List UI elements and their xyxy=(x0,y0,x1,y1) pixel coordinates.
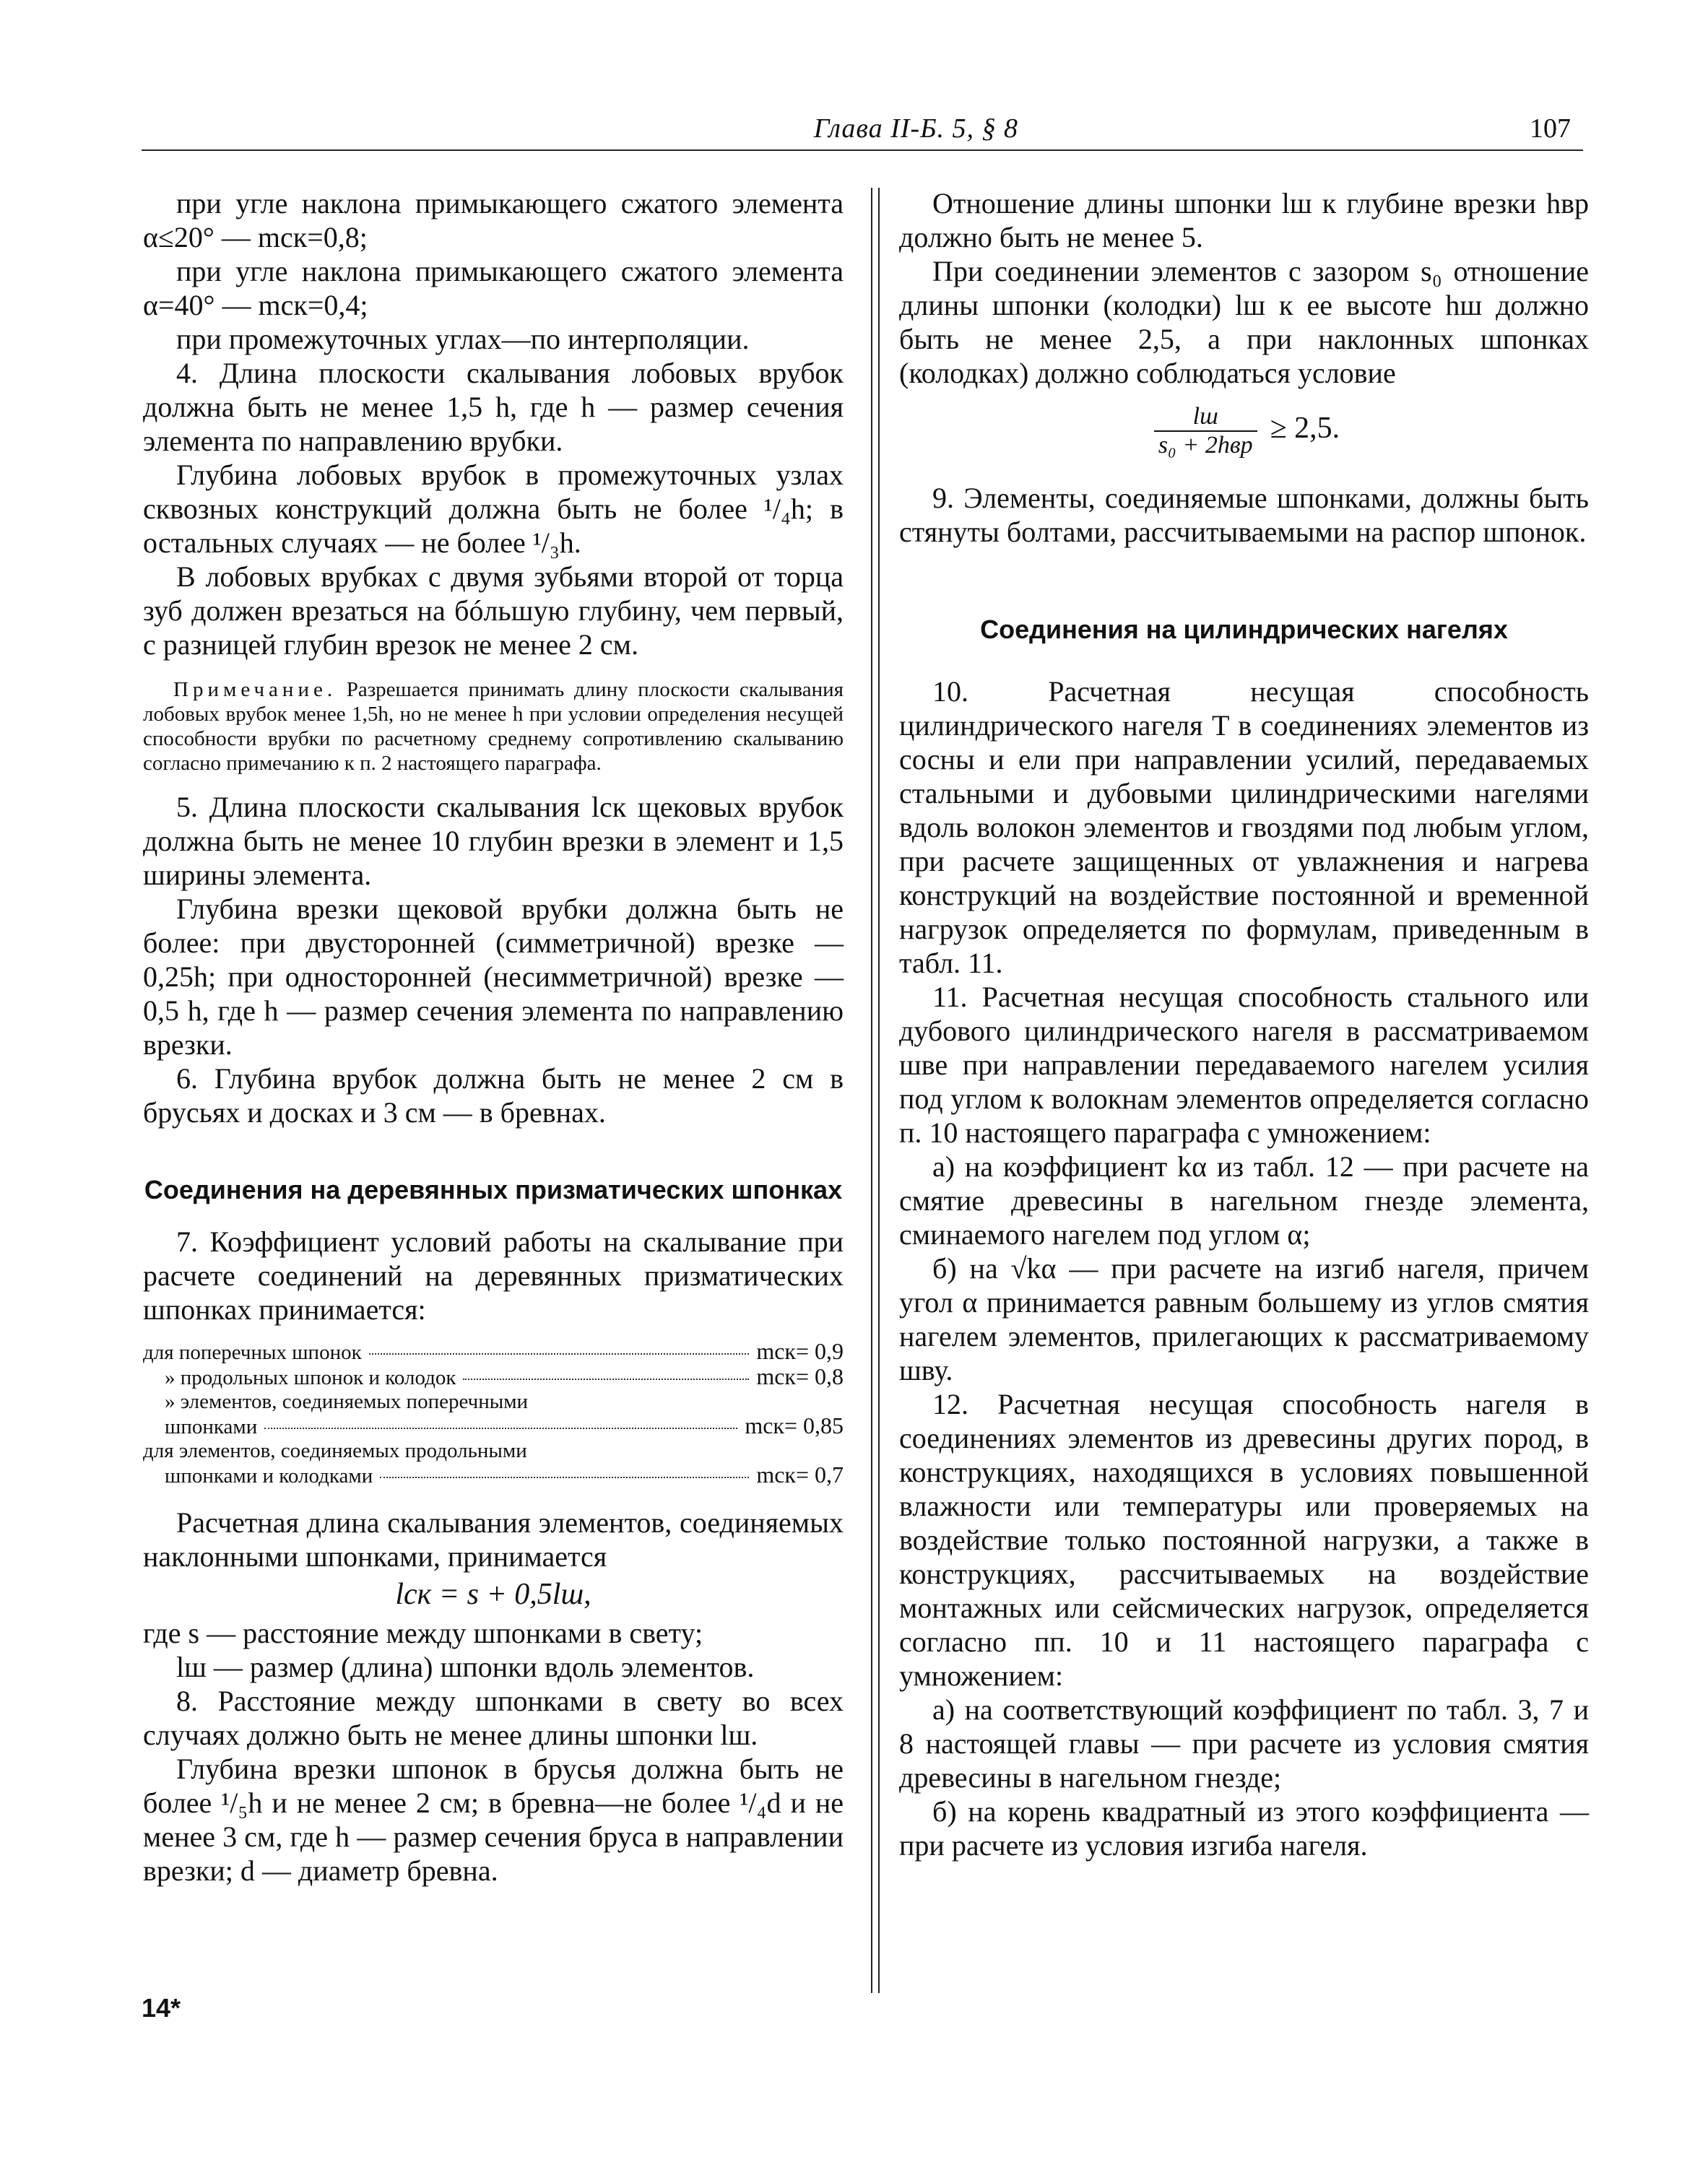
header-rule xyxy=(142,149,1583,151)
paragraph: где s — расстояние между шпонками в свету; xyxy=(143,1617,703,1649)
coefficient-row: » элементов, соединяемых поперечными xyxy=(165,1390,529,1413)
paragraph: б) на корень квадратный из этого коэффициента — при расчете из условия изгиба нагеля. xyxy=(899,1795,1589,1862)
column-divider xyxy=(871,188,872,1993)
paragraph: lш — размер (длина) шпонки вдоль элементов. xyxy=(176,1651,755,1683)
section-heading: Соединения на цилиндрических нагелях xyxy=(980,615,1508,644)
paragraph: а) на соответствующий коэффициент по табл. 3, 7 и 8 настоящей главы — при расчете из условия смятия древесины в нагельном гнезде; xyxy=(899,1693,1589,1794)
formula-fraction: $\frac{lш}{\text{s₀ + 2hвр}}$ xyxy=(1154,403,1257,459)
paragraph: При соединении элементов с зазором s₀ отношение длины шпонки (колодки) lш к ее высоте hш должно быть не менее 2,5, а при наклонных шпонках (колодках) должно соблюдаться условие xyxy=(899,255,1589,389)
coefficient-row: шпонками mск= 0,85 xyxy=(165,1412,844,1438)
right-column xyxy=(899,186,1589,1862)
paragraph: 9. Элементы, соединяемые шпонками, должны быть стянуты болтами, рассчитываемыми на распор шпонок. xyxy=(899,482,1589,548)
paragraph: Расчетная длина скалывания элементов, соединяемых наклонными шпонками, принимается xyxy=(143,1506,844,1573)
note-text: Разрешается принимать длину плоскости скалывания лобовых врубок менее 1,5h, но не менее h при условии определения несущей способности врубки по расчетному среднему сопротивлению скалыванию согласно примечанию к п. 2 настоящего параграфа. xyxy=(143,678,844,775)
note-label: Примечание. xyxy=(173,678,337,701)
coefficient-row: для элементов, соединяемых продольными xyxy=(143,1439,527,1462)
paragraph: Глубина лобовых врубок в промежуточных узлах сквозных конструкций должна быть не более ¹/₄h; в остальных случаях — не более ¹/₃h. xyxy=(143,459,844,559)
note xyxy=(143,677,844,776)
paragraph: б) на √kα — при расчете на изгиб нагеля, причем угол α принимается равным большему из углов смятия нагелем элементов, прилегающих к рассматриваемому шву. xyxy=(899,1252,1589,1386)
coefficient-row: шпонками и колодками mск= 0,7 xyxy=(165,1462,844,1488)
paragraph: при угле наклона примыкающего сжатого элемента α=40° — mск=0,4; xyxy=(143,255,844,321)
paragraph: Глубина врезки шпонок в брусья должна быть не более ¹/₅h и не менее 2 см; в бревна—не более ¹/₄d и не менее 3 см, где h — размер сечения бруса в направлении врезки; d — диаметр бревна. xyxy=(143,1753,844,1887)
paragraph: 12. Расчетная несущая способность нагеля в соединениях элементов из древесины других пород, в конструкциях, находящихся в условиях повышенной влажности или температуры или проверяемых на воздействие только постоянной нагрузки, а также в конструкциях, рассчитываемых на воздействие монтажных или сейсмических нагрузок, определяется согласно пп. 10 и 11 настоящего параграфа с умножением: xyxy=(899,1388,1589,1692)
paragraph: при угле наклона примыкающего сжатого элемента α≤20° — mск=0,8; xyxy=(143,187,844,253)
left-column xyxy=(143,186,844,1888)
paragraph: 10. Расчетная несущая способность цилиндрического нагеля T в соединениях элементов из сосны и ели при направлении усилий, передаваемых стальными и дубовыми цилиндрическими нагелями вдоль волокон элементов и гвоздями под любым углом, при расчете защищенных от увлажнения и нагрева конструкций на воздействие постоянной и временной нагрузок определяется по формулам, приведенным в табл. 11. xyxy=(899,675,1589,979)
paragraph: 7. Коэффициент условий работы на скалывание при расчете соединений на деревянных призматических шпонках принимается: xyxy=(143,1225,844,1326)
coefficient-row: для поперечных шпонок mск= 0,9 xyxy=(143,1338,844,1364)
paragraph: Глубина врезки щековой врубки должна быть не более: при двусторонней (симметричной) врезке — 0,25h; при односторонней (несимметричной) врезке — 0,5 h, где h — размер сечения элемента по направлению врезки. xyxy=(143,893,844,1061)
coefficient-table xyxy=(143,1340,844,1488)
formula: lск = s + 0,5lш, xyxy=(395,1578,591,1611)
page-number: 107 xyxy=(1530,113,1571,144)
paragraph: 4. Длина плоскости скалывания лобовых врубок должна быть не менее 1,5 h, где h — размер сечения элемента по направлению врубки. xyxy=(143,357,844,457)
signature-mark: 14* xyxy=(142,1993,181,2023)
paragraph: 5. Длина плоскости скалывания lск щековых врубок должна быть не менее 10 глубин врезки в элемент и 1,5 ширины элемента. xyxy=(143,791,844,891)
column-divider xyxy=(878,188,880,1993)
paragraph: при промежуточных углах—по интерполяции. xyxy=(176,323,750,355)
section-heading: Соединения на деревянных призматических шпонках xyxy=(144,1175,843,1204)
paragraph: 6. Глубина врубок должна быть не менее 2 см в брусьях и досках и 3 см — в бревнах. xyxy=(143,1062,844,1129)
paragraph: 11. Расчетная несущая способность стального или дубового цилиндрического нагеля в рассматриваемом шве при направлении передаваемого нагелем усилия под углом к волокнам элементов определяется согласно п. 10 настоящего параграфа с умножением: xyxy=(899,981,1589,1149)
paragraph: Отношение длины шпонки lш к глубине врезки hвр должно быть не менее 5. xyxy=(899,187,1589,253)
paragraph: В лобовых врубках с двумя зубьями второй от торца зуб должен врезаться на бóльшую глубину, чем первый, с разницей глубин врезок не менее 2 см. xyxy=(143,560,844,661)
paragraph: а) на коэффициент kα из табл. 12 — при расчете на смятие древесины в нагельном гнезде элемента, сминаемого нагелем под углом α; xyxy=(899,1150,1589,1251)
formula-rhs: ≥ 2,5. xyxy=(1270,412,1340,446)
coefficient-row: » продольных шпонок и колодок mск= 0,8 xyxy=(165,1363,844,1389)
running-header: Глава II-Б. 5, § 8 xyxy=(813,113,1018,144)
paragraph: 8. Расстояние между шпонками в свету во всех случаях должно быть не менее длины шпонки lш. xyxy=(143,1685,844,1751)
formula-condition xyxy=(899,403,1589,459)
